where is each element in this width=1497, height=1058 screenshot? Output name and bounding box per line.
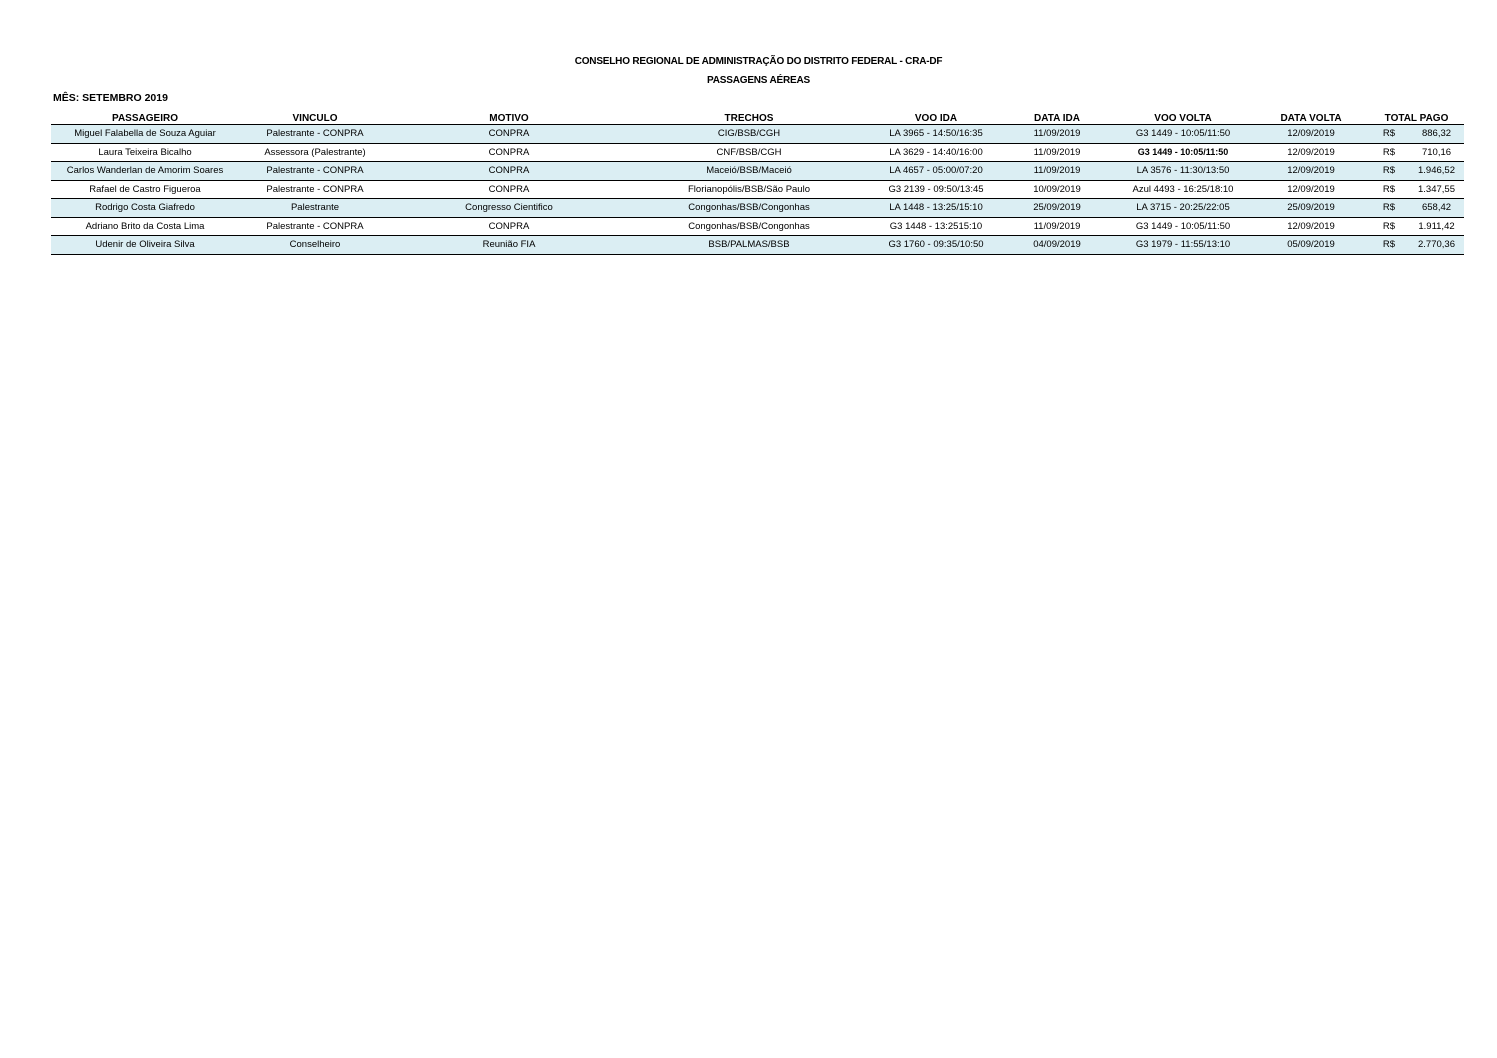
cell-voo-ida: G3 1760 - 09:35/10:50	[871, 236, 1001, 255]
cell-passageiro: Carlos Wanderlan de Amorim Soares	[51, 162, 239, 181]
cell-voo-ida: G3 2139 - 09:50/13:45	[871, 180, 1001, 199]
table-header-row	[51, 108, 1464, 125]
cell-voo-volta: G3 1449 - 10:05/11:50	[1113, 217, 1253, 236]
cell-voo-ida: LA 4657 - 05:00/07:20	[871, 162, 1001, 181]
cell-total: 1.347,55	[1409, 180, 1464, 199]
cell-data-volta: 12/09/2019	[1253, 162, 1369, 181]
cell-data-volta: 12/09/2019	[1253, 125, 1369, 144]
cell-trechos: Congonhas/BSB/Congonhas	[627, 217, 871, 236]
cell-total: 1.911,42	[1409, 217, 1464, 236]
cell-data-volta: 12/09/2019	[1253, 217, 1369, 236]
cell-currency: R$	[1369, 125, 1409, 144]
cell-data-ida: 04/09/2019	[1001, 236, 1113, 255]
cell-passageiro: Udenir de Oliveira Silva	[51, 236, 239, 255]
cell-passageiro: Adriano Brito da Costa Lima	[51, 217, 239, 236]
header-voo-volta: VOO VOLTA	[1113, 108, 1253, 125]
cell-voo-volta: LA 3576 - 11:30/13:50	[1113, 162, 1253, 181]
cell-voo-ida: LA 3629 - 14:40/16:00	[871, 143, 1001, 162]
cell-currency: R$	[1369, 162, 1409, 181]
table-row	[51, 236, 1464, 255]
cell-vinculo: Palestrante - CONPRA	[239, 217, 391, 236]
header-vinculo: VINCULO	[239, 108, 391, 125]
table-row	[51, 125, 1464, 144]
header-trechos: TRECHOS	[627, 108, 871, 125]
cell-vinculo: Conselheiro	[239, 236, 391, 255]
cell-motivo: CONPRA	[391, 162, 627, 181]
table-row	[51, 217, 1464, 236]
document-subtitle: PASSAGENS AÉREAS	[707, 75, 810, 86]
cell-vinculo: Palestrante - CONPRA	[239, 162, 391, 181]
table-row	[51, 143, 1464, 162]
cell-data-ida: 11/09/2019	[1001, 162, 1113, 181]
cell-vinculo: Palestrante - CONPRA	[239, 125, 391, 144]
cell-currency: R$	[1369, 236, 1409, 255]
cell-voo-volta: G3 1979 - 11:55/13:10	[1113, 236, 1253, 255]
header-data-ida: DATA IDA	[1001, 108, 1113, 125]
month-label: MÊS: SETEMBRO 2019	[53, 92, 168, 104]
cell-motivo: Reunião FIA	[391, 236, 627, 255]
cell-total: 1.946,52	[1409, 162, 1464, 181]
passagens-table	[51, 108, 1464, 255]
header-passageiro: PASSAGEIRO	[51, 108, 239, 125]
cell-data-volta: 12/09/2019	[1253, 143, 1369, 162]
cell-vinculo: Palestrante	[239, 199, 391, 218]
cell-trechos: CNF/BSB/CGH	[627, 143, 871, 162]
cell-passageiro: Rafael de Castro Figueroa	[51, 180, 239, 199]
cell-currency: R$	[1369, 199, 1409, 218]
cell-voo-volta: LA 3715 - 20:25/22:05	[1113, 199, 1253, 218]
cell-trechos: Maceió/BSB/Maceió	[627, 162, 871, 181]
cell-data-ida: 11/09/2019	[1001, 143, 1113, 162]
table-row	[51, 199, 1464, 218]
header-voo-ida: VOO IDA	[871, 108, 1001, 125]
header-motivo: MOTIVO	[391, 108, 627, 125]
cell-data-volta: 05/09/2019	[1253, 236, 1369, 255]
cell-voo-ida: LA 3965 - 14:50/16:35	[871, 125, 1001, 144]
cell-motivo: CONPRA	[391, 217, 627, 236]
cell-data-volta: 25/09/2019	[1253, 199, 1369, 218]
cell-vinculo: Assessora (Palestrante)	[239, 143, 391, 162]
cell-voo-volta: G3 1449 - 10:05/11:50	[1113, 143, 1253, 162]
cell-data-ida: 11/09/2019	[1001, 125, 1113, 144]
table-row	[51, 180, 1464, 199]
cell-voo-volta: Azul 4493 - 16:25/18:10	[1113, 180, 1253, 199]
cell-data-ida: 10/09/2019	[1001, 180, 1113, 199]
cell-motivo: CONPRA	[391, 180, 627, 199]
cell-trechos: CIG/BSB/CGH	[627, 125, 871, 144]
cell-total: 658,42	[1409, 199, 1464, 218]
cell-motivo: CONPRA	[391, 143, 627, 162]
cell-passageiro: Rodrigo Costa Giafredo	[51, 199, 239, 218]
cell-trechos: Florianopólis/BSB/São Paulo	[627, 180, 871, 199]
cell-vinculo: Palestrante - CONPRA	[239, 180, 391, 199]
cell-total: 886,32	[1409, 125, 1464, 144]
cell-passageiro: Miguel Falabella de Souza Aguiar	[51, 125, 239, 144]
header-total-pago: TOTAL PAGO	[1369, 108, 1464, 125]
cell-voo-ida: LA 1448 - 13:25/15:10	[871, 199, 1001, 218]
table-row	[51, 162, 1464, 181]
cell-total: 2.770,36	[1409, 236, 1464, 255]
cell-motivo: CONPRA	[391, 125, 627, 144]
document-title: CONSELHO REGIONAL DE ADMINISTRAÇÃO DO DISTRITO FEDERAL - CRA-DF	[574, 56, 943, 67]
cell-trechos: BSB/PALMAS/BSB	[627, 236, 871, 255]
cell-currency: R$	[1369, 143, 1409, 162]
cell-total: 710,16	[1409, 143, 1464, 162]
cell-data-ida: 11/09/2019	[1001, 217, 1113, 236]
cell-trechos: Congonhas/BSB/Congonhas	[627, 199, 871, 218]
cell-currency: R$	[1369, 217, 1409, 236]
cell-voo-ida: G3 1448 - 13:2515:10	[871, 217, 1001, 236]
cell-data-volta: 12/09/2019	[1253, 180, 1369, 199]
cell-passageiro: Laura Teixeira Bicalho	[51, 143, 239, 162]
cell-motivo: Congresso Cientifico	[391, 199, 627, 218]
cell-voo-volta: G3 1449 - 10:05/11:50	[1113, 125, 1253, 144]
cell-currency: R$	[1369, 180, 1409, 199]
header-data-volta: DATA VOLTA	[1253, 108, 1369, 125]
cell-data-ida: 25/09/2019	[1001, 199, 1113, 218]
